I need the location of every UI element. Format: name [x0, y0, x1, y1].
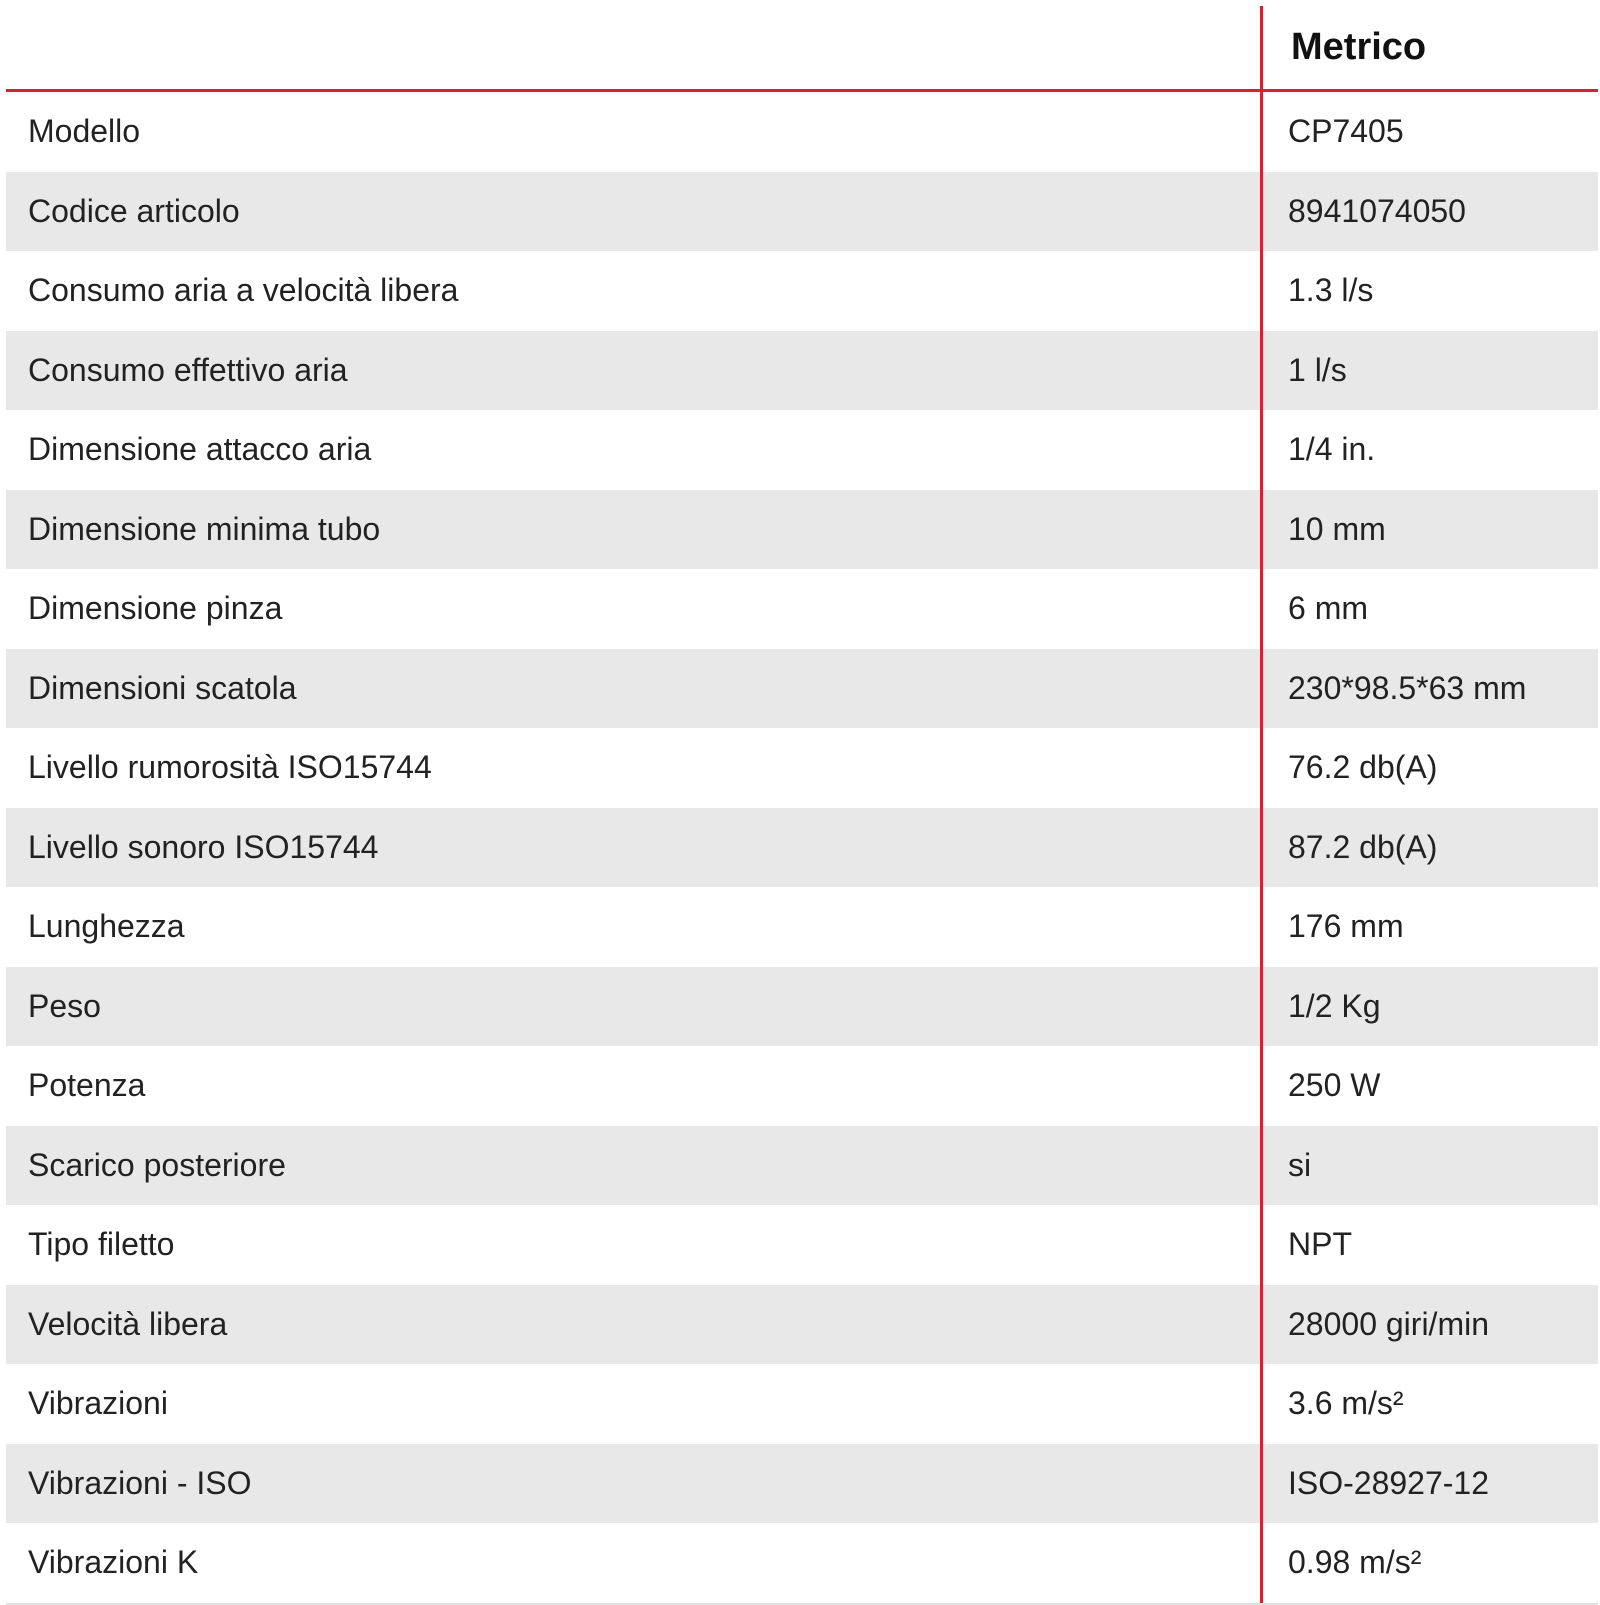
table-row-box-dimensions	[6, 649, 1598, 729]
table-row-thread-type	[6, 1205, 1598, 1285]
table-row-sound-level	[6, 808, 1598, 888]
row-label: Dimensione attacco aria	[28, 431, 372, 468]
row-value: NPT	[1260, 1205, 1598, 1285]
row-label: Consumo effettivo aria	[28, 351, 348, 388]
row-label: Velocità libera	[28, 1305, 228, 1342]
row-value: 28000 giri/min	[1260, 1285, 1598, 1365]
table-row-air-inlet-size	[6, 410, 1598, 490]
row-value: 250 W	[1260, 1046, 1598, 1126]
row-value: CP7405	[1260, 92, 1598, 172]
table-row-length	[6, 887, 1598, 967]
table-row-article-code	[6, 172, 1598, 252]
row-label: Consumo aria a velocità libera	[28, 272, 459, 309]
row-value: 3.6 m/s²	[1260, 1364, 1598, 1444]
row-label: Tipo filetto	[28, 1226, 175, 1263]
table-header	[6, 6, 1598, 92]
table-row-weight	[6, 967, 1598, 1047]
header-label	[6, 6, 1260, 89]
table-row-min-hose-size	[6, 490, 1598, 570]
table-row-effective-air-consumption	[6, 331, 1598, 411]
row-label: Vibrazioni K	[28, 1544, 199, 1581]
header-metric-column: Metrico	[1260, 6, 1598, 89]
table-row-model	[6, 92, 1598, 172]
row-label: Codice articolo	[28, 192, 240, 229]
row-value: 0.98 m/s²	[1260, 1523, 1598, 1603]
row-value: 10 mm	[1260, 490, 1598, 570]
row-value: 1 l/s	[1260, 331, 1598, 411]
row-label: Vibrazioni	[28, 1385, 168, 1422]
row-value: si	[1260, 1126, 1598, 1206]
table-row-noise-level	[6, 728, 1598, 808]
row-value: 1/4 in.	[1260, 410, 1598, 490]
row-label: Scarico posteriore	[28, 1146, 286, 1183]
row-value: 230*98.5*63 mm	[1260, 649, 1598, 729]
table-bottom-border	[6, 1603, 1598, 1605]
table-row-free-speed	[6, 1285, 1598, 1365]
row-label: Modello	[28, 113, 141, 150]
table-row-power	[6, 1046, 1598, 1126]
table-row-vibration	[6, 1364, 1598, 1444]
row-value: 6 mm	[1260, 569, 1598, 649]
table-row-collet-size	[6, 569, 1598, 649]
row-label: Lunghezza	[28, 908, 185, 945]
row-value: ISO-28927-12	[1260, 1444, 1598, 1524]
row-label: Vibrazioni - ISO	[28, 1464, 252, 1501]
spec-table	[6, 6, 1598, 1605]
row-label: Dimensione pinza	[28, 590, 283, 627]
row-label: Livello sonoro ISO15744	[28, 828, 379, 865]
row-value: 8941074050	[1260, 172, 1598, 252]
row-value: 76.2 db(A)	[1260, 728, 1598, 808]
row-value: 1/2 Kg	[1260, 967, 1598, 1047]
row-label: Dimensione minima tubo	[28, 510, 381, 547]
row-value: 176 mm	[1260, 887, 1598, 967]
table-row-vibration-iso	[6, 1444, 1598, 1524]
table-row-vibration-k	[6, 1523, 1598, 1603]
row-value: 87.2 db(A)	[1260, 808, 1598, 888]
table-row-rear-exhaust	[6, 1126, 1598, 1206]
row-label: Dimensioni scatola	[28, 669, 297, 706]
row-label: Potenza	[28, 1067, 146, 1104]
table-row-free-speed-air-consumption	[6, 251, 1598, 331]
row-value: 1.3 l/s	[1260, 251, 1598, 331]
row-label: Peso	[28, 987, 101, 1024]
row-label: Livello rumorosità ISO15744	[28, 749, 432, 786]
